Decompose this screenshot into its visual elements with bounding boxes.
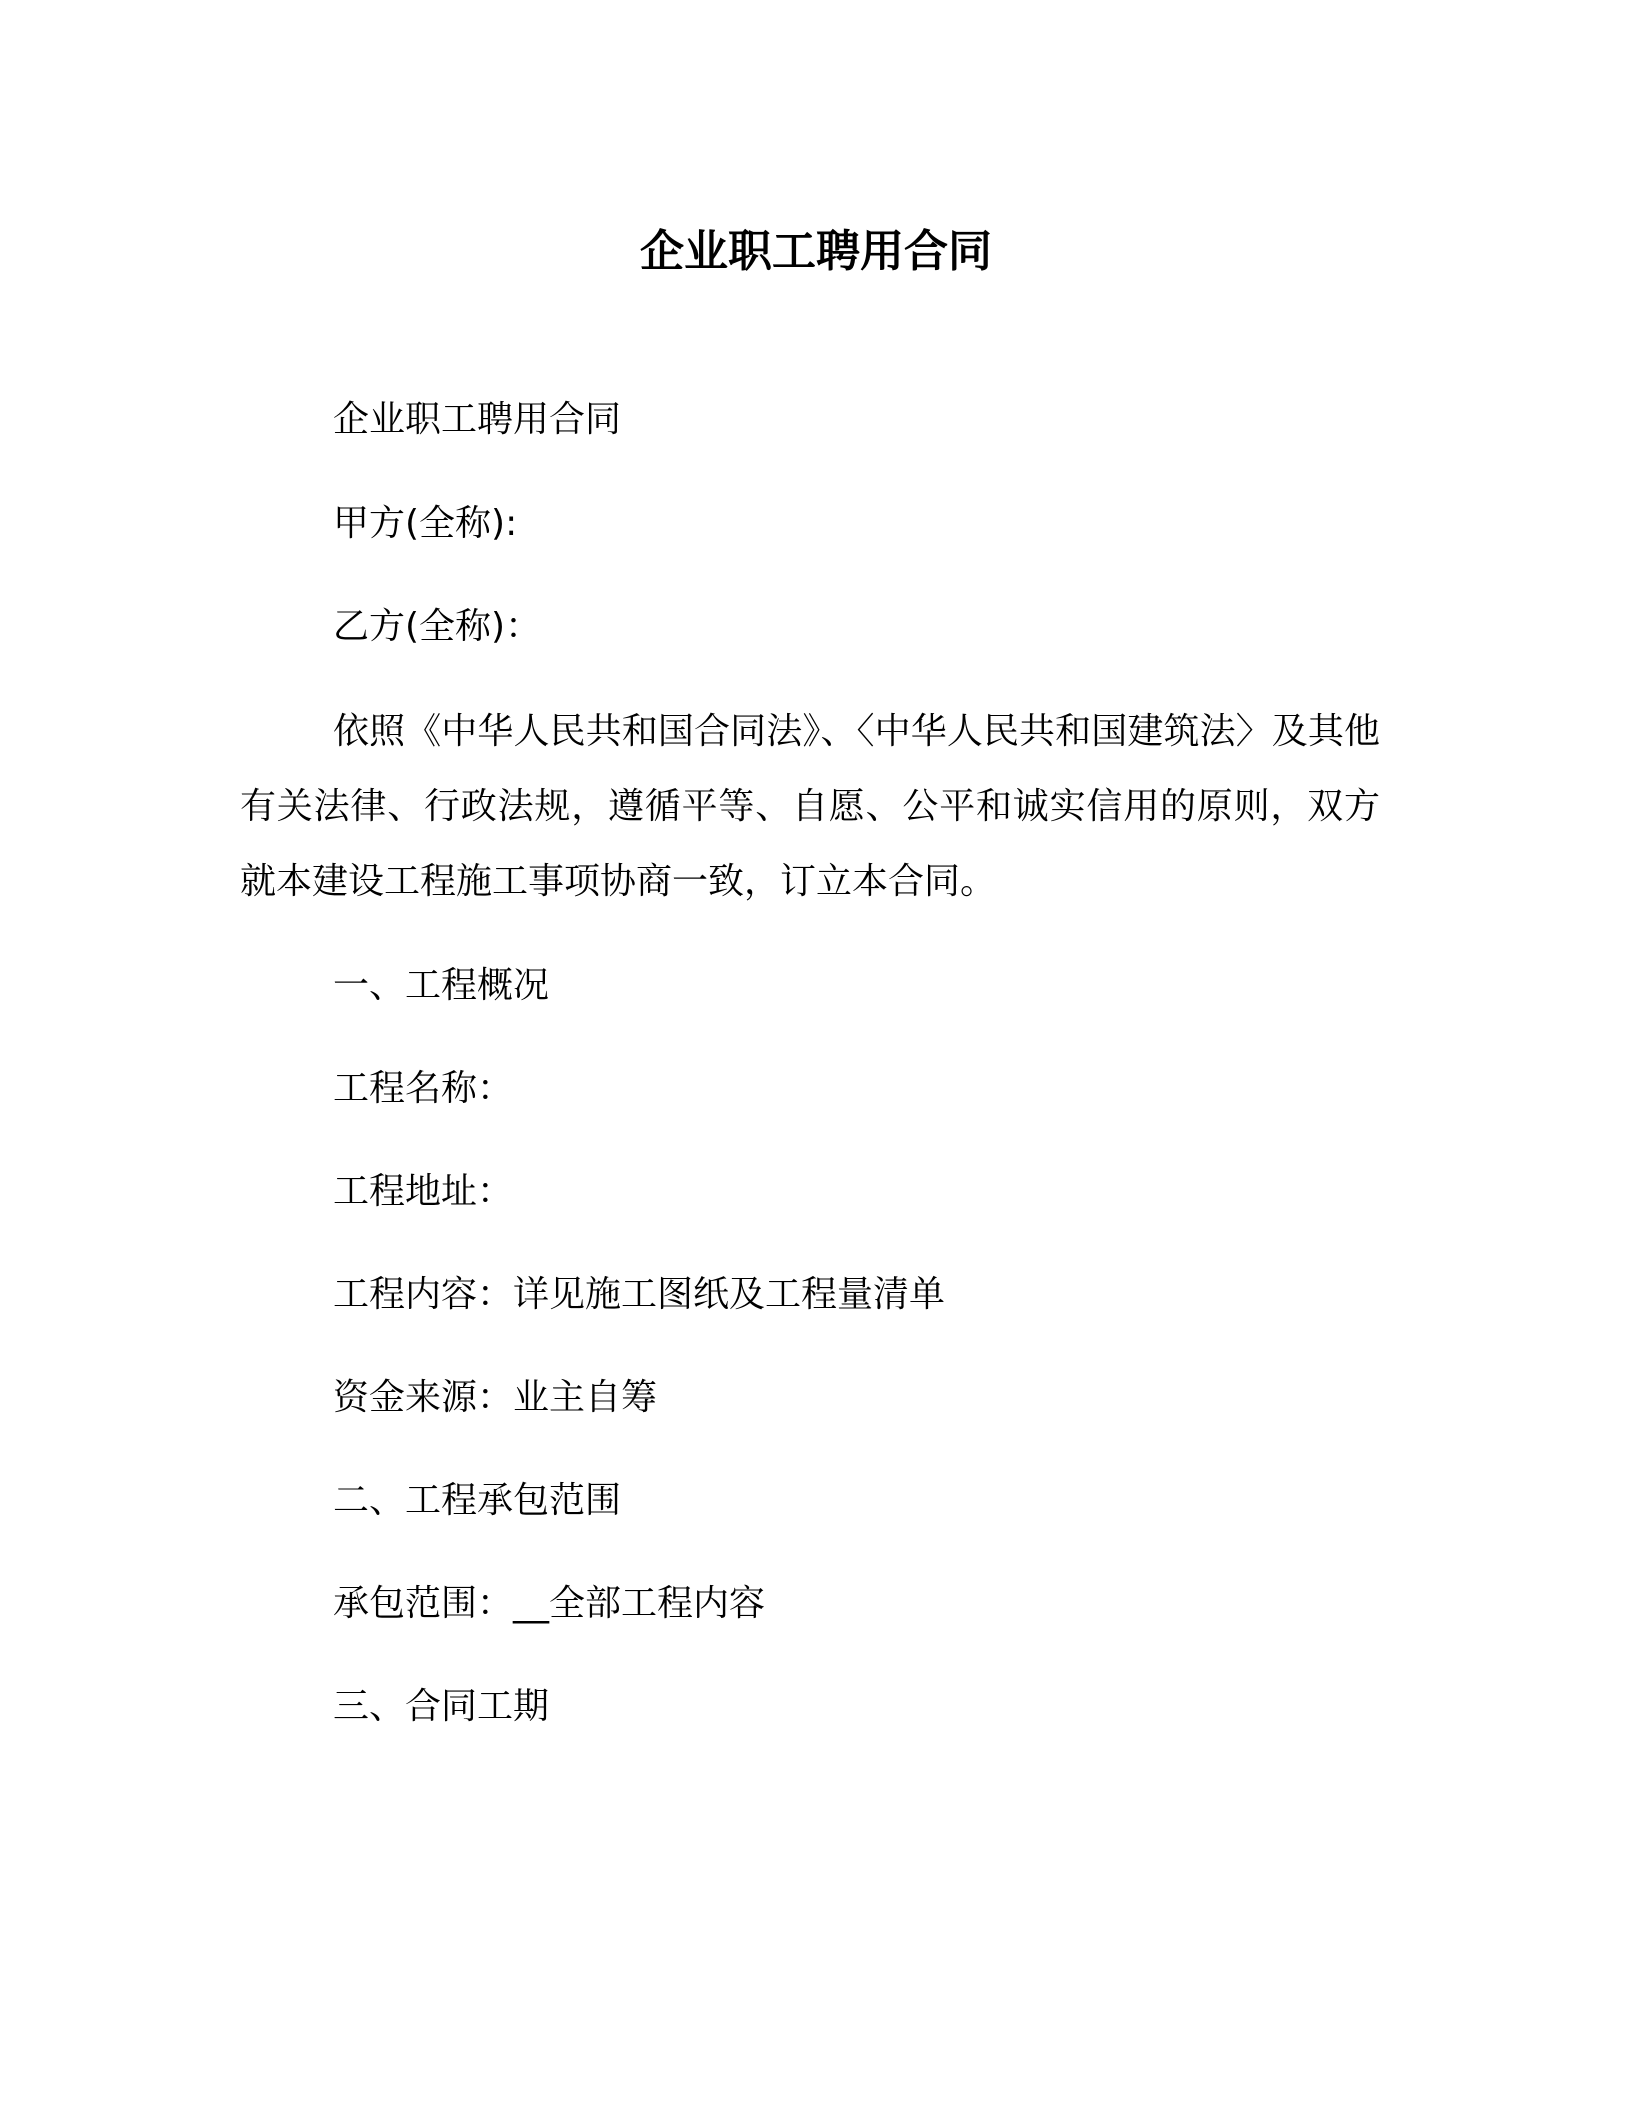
section-1-heading: 一、工程概况 — [333, 965, 550, 1006]
section-2-heading: 二、工程承包范围 — [333, 1480, 622, 1521]
party-a-line: 甲方(全称): — [333, 503, 518, 544]
section-3-heading: 三、合同工期 — [333, 1686, 550, 1727]
party-b-line: 乙方(全称)： — [333, 606, 542, 647]
contract-subtitle: 企业职工聘用合同 — [333, 399, 622, 440]
funding-source-line: 资金来源：业主自筹 — [333, 1377, 658, 1418]
document-title: 企业职工聘用合同 — [640, 226, 992, 277]
project-name-line: 工程名称： — [333, 1068, 514, 1109]
project-content-line: 工程内容：详见施工图纸及工程量清单 — [333, 1274, 946, 1315]
project-address-line: 工程地址： — [333, 1171, 514, 1212]
preamble-paragraph: 依照《中华人民共和国合同法》、〈中华人民共和国建筑法〉及其他有关法律、行政法规，遵循平等、自愿、公平和诚实信用的原则，双方就本建设工程施工事项协商一致，订立本合同。 — [240, 711, 1380, 902]
scope-line: 承包范围：__全部工程内容 — [333, 1583, 766, 1624]
